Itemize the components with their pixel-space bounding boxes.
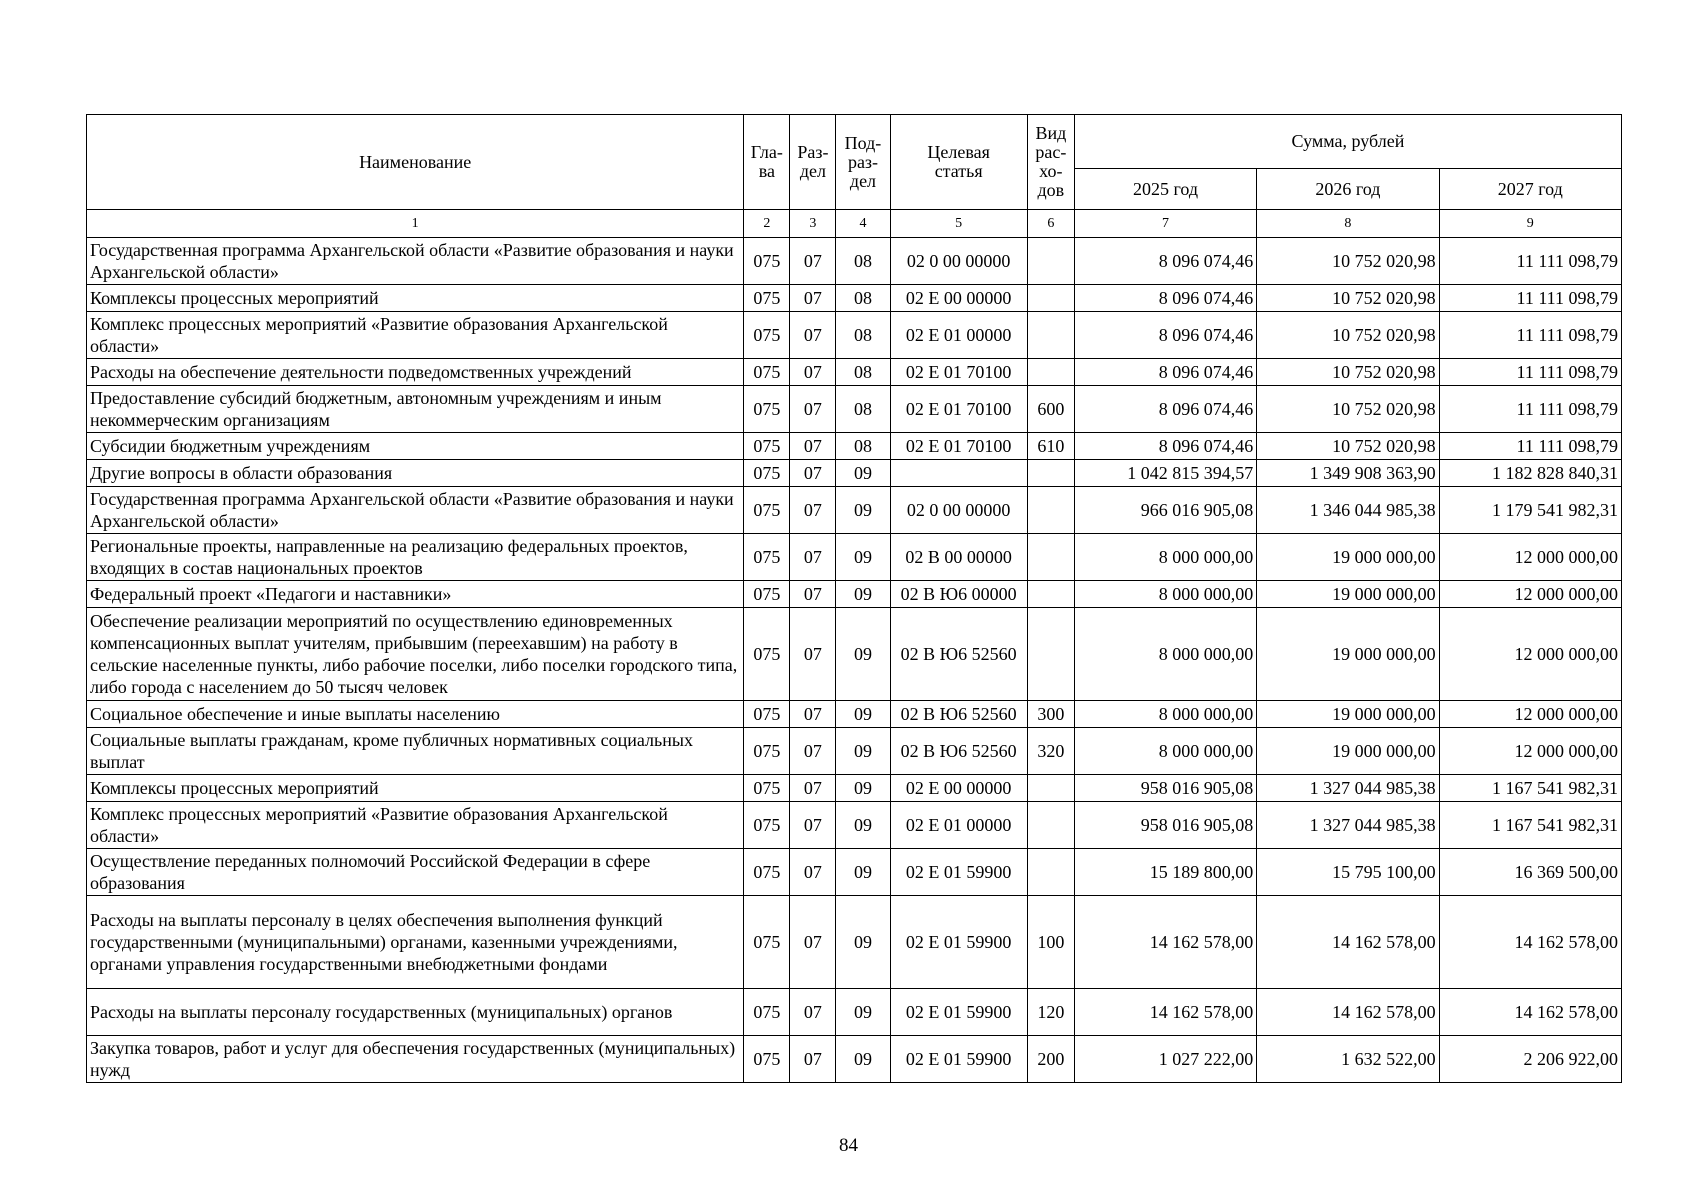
row-tselevaya-statya: 02 Е 01 59900 (890, 849, 1027, 896)
table-row (87, 433, 1622, 460)
table-row (87, 460, 1622, 487)
row-podrazdel: 08 (836, 359, 890, 386)
header-glava: Гла- ва (744, 115, 790, 210)
row-podrazdel: 09 (836, 534, 890, 581)
column-number: 7 (1074, 210, 1256, 238)
row-amount-2026: 1 632 522,00 (1257, 1036, 1439, 1083)
row-amount-2027: 12 000 000,00 (1439, 534, 1621, 581)
row-razdel: 07 (790, 896, 836, 989)
row-tselevaya-statya: 02 В Ю6 52560 (890, 728, 1027, 775)
row-razdel: 07 (790, 285, 836, 312)
row-amount-2027: 12 000 000,00 (1439, 581, 1621, 608)
row-glava: 075 (744, 849, 790, 896)
row-amount-2027: 11 111 098,79 (1439, 285, 1621, 312)
row-vid-raskhodov: 600 (1027, 386, 1074, 433)
row-amount-2026: 19 000 000,00 (1257, 728, 1439, 775)
page-number: 84 (839, 1135, 858, 1156)
row-razdel: 07 (790, 433, 836, 460)
row-glava: 075 (744, 312, 790, 359)
table-row (87, 802, 1622, 849)
row-razdel: 07 (790, 386, 836, 433)
row-amount-2026: 19 000 000,00 (1257, 534, 1439, 581)
row-vid-raskhodov (1027, 359, 1074, 386)
row-amount-2025: 8 000 000,00 (1074, 534, 1256, 581)
header-summa: Сумма, рублей (1074, 115, 1621, 169)
row-vid-raskhodov: 610 (1027, 433, 1074, 460)
row-name: Социальные выплаты гражданам, кроме публичных нормативных социальных выплат (87, 728, 744, 775)
row-podrazdel: 09 (836, 581, 890, 608)
table-row (87, 989, 1622, 1036)
row-vid-raskhodov: 300 (1027, 701, 1074, 728)
row-amount-2027: 14 162 578,00 (1439, 896, 1621, 989)
row-podrazdel: 09 (836, 775, 890, 802)
row-glava: 075 (744, 359, 790, 386)
row-amount-2025: 8 000 000,00 (1074, 581, 1256, 608)
row-amount-2026: 1 346 044 985,38 (1257, 487, 1439, 534)
row-tselevaya-statya: 02 В Ю6 00000 (890, 581, 1027, 608)
row-razdel: 07 (790, 802, 836, 849)
row-amount-2027: 1 182 828 840,31 (1439, 460, 1621, 487)
row-amount-2026: 10 752 020,98 (1257, 386, 1439, 433)
row-glava: 075 (744, 460, 790, 487)
row-podrazdel: 09 (836, 849, 890, 896)
row-amount-2027: 1 179 541 982,31 (1439, 487, 1621, 534)
row-vid-raskhodov (1027, 608, 1074, 701)
row-vid-raskhodov: 200 (1027, 1036, 1074, 1083)
row-glava: 075 (744, 487, 790, 534)
row-vid-raskhodov: 100 (1027, 896, 1074, 989)
row-razdel: 07 (790, 849, 836, 896)
row-amount-2025: 958 016 905,08 (1074, 775, 1256, 802)
row-tselevaya-statya: 02 0 00 00000 (890, 487, 1027, 534)
row-amount-2027: 11 111 098,79 (1439, 312, 1621, 359)
row-podrazdel: 09 (836, 1036, 890, 1083)
row-razdel: 07 (790, 487, 836, 534)
row-name: Другие вопросы в области образования (87, 460, 744, 487)
row-razdel: 07 (790, 238, 836, 285)
row-amount-2026: 19 000 000,00 (1257, 581, 1439, 608)
row-tselevaya-statya: 02 В 00 00000 (890, 534, 1027, 581)
column-number: 5 (890, 210, 1027, 238)
row-tselevaya-statya: 02 Е 00 00000 (890, 285, 1027, 312)
row-amount-2025: 8 096 074,46 (1074, 433, 1256, 460)
row-glava: 075 (744, 802, 790, 849)
row-tselevaya-statya: 02 Е 01 70100 (890, 359, 1027, 386)
header-year-2027: 2027 год (1439, 169, 1621, 210)
column-number: 4 (836, 210, 890, 238)
table-row (87, 487, 1622, 534)
row-name: Закупка товаров, работ и услуг для обеспечения государственных (муниципальных) нужд (87, 1036, 744, 1083)
budget-table (86, 114, 1622, 1083)
column-number: 2 (744, 210, 790, 238)
table-row (87, 849, 1622, 896)
row-vid-raskhodov (1027, 312, 1074, 359)
table-row (87, 1036, 1622, 1083)
row-glava: 075 (744, 896, 790, 989)
row-name: Комплексы процессных мероприятий (87, 285, 744, 312)
row-vid-raskhodov (1027, 802, 1074, 849)
row-name: Предоставление субсидий бюджетным, автономным учреждениям и иным некоммерческим организациям (87, 386, 744, 433)
row-name: Комплексы процессных мероприятий (87, 775, 744, 802)
row-amount-2025: 14 162 578,00 (1074, 989, 1256, 1036)
table-row (87, 896, 1622, 989)
row-name: Комплекс процессных мероприятий «Развитие образования Архангельской области» (87, 802, 744, 849)
row-amount-2027: 16 369 500,00 (1439, 849, 1621, 896)
row-amount-2025: 8 000 000,00 (1074, 701, 1256, 728)
row-vid-raskhodov (1027, 849, 1074, 896)
table-row (87, 701, 1622, 728)
row-podrazdel: 09 (836, 460, 890, 487)
row-tselevaya-statya: 02 В Ю6 52560 (890, 701, 1027, 728)
row-amount-2027: 12 000 000,00 (1439, 728, 1621, 775)
header-year-2026: 2026 год (1257, 169, 1439, 210)
row-amount-2025: 8 000 000,00 (1074, 608, 1256, 701)
table-row (87, 581, 1622, 608)
row-podrazdel: 09 (836, 701, 890, 728)
table-row (87, 238, 1622, 285)
row-amount-2026: 1 327 044 985,38 (1257, 802, 1439, 849)
table-row (87, 386, 1622, 433)
row-amount-2026: 10 752 020,98 (1257, 312, 1439, 359)
row-amount-2027: 2 206 922,00 (1439, 1036, 1621, 1083)
row-vid-raskhodov (1027, 285, 1074, 312)
table-row (87, 608, 1622, 701)
row-amount-2027: 11 111 098,79 (1439, 433, 1621, 460)
row-name: Обеспечение реализации мероприятий по осуществлению единовременных компенсационных выплат учителям, прибывшим (переехавшим) на работу в сельские населенные пункты, либо рабочие поселки, либо поселки городского типа, либо города с населением до 50 тысяч человек (87, 608, 744, 701)
row-amount-2025: 1 042 815 394,57 (1074, 460, 1256, 487)
row-name: Комплекс процессных мероприятий «Развитие образования Архангельской области» (87, 312, 744, 359)
row-vid-raskhodov: 120 (1027, 989, 1074, 1036)
row-tselevaya-statya: 02 Е 00 00000 (890, 775, 1027, 802)
table-row (87, 285, 1622, 312)
row-razdel: 07 (790, 460, 836, 487)
row-amount-2025: 8 096 074,46 (1074, 359, 1256, 386)
row-vid-raskhodov (1027, 534, 1074, 581)
row-amount-2026: 10 752 020,98 (1257, 285, 1439, 312)
row-amount-2025: 1 027 222,00 (1074, 1036, 1256, 1083)
row-amount-2027: 11 111 098,79 (1439, 386, 1621, 433)
row-name: Государственная программа Архангельской области «Развитие образования и науки Архангельской области» (87, 238, 744, 285)
row-podrazdel: 09 (836, 989, 890, 1036)
row-amount-2026: 1 327 044 985,38 (1257, 775, 1439, 802)
row-amount-2027: 1 167 541 982,31 (1439, 802, 1621, 849)
row-podrazdel: 09 (836, 896, 890, 989)
row-amount-2027: 14 162 578,00 (1439, 989, 1621, 1036)
row-amount-2025: 14 162 578,00 (1074, 896, 1256, 989)
row-amount-2025: 15 189 800,00 (1074, 849, 1256, 896)
row-razdel: 07 (790, 359, 836, 386)
row-amount-2026: 19 000 000,00 (1257, 608, 1439, 701)
row-tselevaya-statya: 02 Е 01 00000 (890, 312, 1027, 359)
row-podrazdel: 08 (836, 285, 890, 312)
row-razdel: 07 (790, 608, 836, 701)
row-glava: 075 (744, 534, 790, 581)
row-amount-2025: 966 016 905,08 (1074, 487, 1256, 534)
row-tselevaya-statya: 02 В Ю6 52560 (890, 608, 1027, 701)
row-podrazdel: 08 (836, 238, 890, 285)
row-name: Расходы на выплаты персоналу государственных (муниципальных) органов (87, 989, 744, 1036)
row-amount-2025: 8 096 074,46 (1074, 285, 1256, 312)
row-podrazdel: 09 (836, 487, 890, 534)
column-number: 8 (1257, 210, 1439, 238)
row-tselevaya-statya: 02 Е 01 59900 (890, 1036, 1027, 1083)
row-tselevaya-statya: 02 0 00 00000 (890, 238, 1027, 285)
column-number: 1 (87, 210, 744, 238)
header-podrazdel: Под- раз- дел (836, 115, 890, 210)
row-razdel: 07 (790, 534, 836, 581)
row-tselevaya-statya (890, 460, 1027, 487)
row-vid-raskhodov (1027, 775, 1074, 802)
column-number: 3 (790, 210, 836, 238)
row-amount-2025: 8 096 074,46 (1074, 312, 1256, 359)
row-podrazdel: 09 (836, 608, 890, 701)
row-amount-2025: 8 096 074,46 (1074, 386, 1256, 433)
row-amount-2025: 958 016 905,08 (1074, 802, 1256, 849)
header-razdel: Раз- дел (790, 115, 836, 210)
row-glava: 075 (744, 775, 790, 802)
row-amount-2027: 12 000 000,00 (1439, 701, 1621, 728)
row-name: Субсидии бюджетным учреждениям (87, 433, 744, 460)
row-amount-2026: 10 752 020,98 (1257, 238, 1439, 285)
row-name: Региональные проекты, направленные на реализацию федеральных проектов, входящих в состав национальных проектов (87, 534, 744, 581)
row-razdel: 07 (790, 701, 836, 728)
row-glava: 075 (744, 1036, 790, 1083)
row-amount-2025: 8 096 074,46 (1074, 238, 1256, 285)
row-glava: 075 (744, 386, 790, 433)
row-podrazdel: 08 (836, 312, 890, 359)
column-number: 9 (1439, 210, 1621, 238)
table-row (87, 359, 1622, 386)
row-amount-2027: 12 000 000,00 (1439, 608, 1621, 701)
row-vid-raskhodov: 320 (1027, 728, 1074, 775)
row-razdel: 07 (790, 728, 836, 775)
row-amount-2027: 11 111 098,79 (1439, 238, 1621, 285)
row-razdel: 07 (790, 581, 836, 608)
row-vid-raskhodov (1027, 581, 1074, 608)
row-name: Государственная программа Архангельской области «Развитие образования и науки Архангельской области» (87, 487, 744, 534)
row-name: Социальное обеспечение и иные выплаты населению (87, 701, 744, 728)
row-vid-raskhodov (1027, 460, 1074, 487)
header-year-2025: 2025 год (1074, 169, 1256, 210)
row-razdel: 07 (790, 1036, 836, 1083)
row-amount-2026: 10 752 020,98 (1257, 359, 1439, 386)
row-podrazdel: 09 (836, 802, 890, 849)
row-razdel: 07 (790, 312, 836, 359)
row-podrazdel: 08 (836, 386, 890, 433)
row-glava: 075 (744, 608, 790, 701)
row-amount-2026: 15 795 100,00 (1257, 849, 1439, 896)
row-amount-2027: 1 167 541 982,31 (1439, 775, 1621, 802)
row-glava: 075 (744, 581, 790, 608)
row-glava: 075 (744, 238, 790, 285)
row-glava: 075 (744, 433, 790, 460)
header-vid-raskhodov: Вид рас- хо- дов (1027, 115, 1074, 210)
header-name: Наименование (87, 115, 744, 210)
table-row (87, 775, 1622, 802)
row-tselevaya-statya: 02 Е 01 59900 (890, 896, 1027, 989)
column-number: 6 (1027, 210, 1074, 238)
table-row (87, 534, 1622, 581)
row-name: Расходы на обеспечение деятельности подведомственных учреждений (87, 359, 744, 386)
table-row (87, 728, 1622, 775)
row-podrazdel: 08 (836, 433, 890, 460)
row-name: Осуществление переданных полномочий Российской Федерации в сфере образования (87, 849, 744, 896)
row-amount-2025: 8 000 000,00 (1074, 728, 1256, 775)
row-amount-2026: 1 349 908 363,90 (1257, 460, 1439, 487)
row-amount-2026: 14 162 578,00 (1257, 989, 1439, 1036)
row-tselevaya-statya: 02 Е 01 00000 (890, 802, 1027, 849)
row-razdel: 07 (790, 775, 836, 802)
row-podrazdel: 09 (836, 728, 890, 775)
row-vid-raskhodov (1027, 238, 1074, 285)
row-glava: 075 (744, 701, 790, 728)
row-vid-raskhodov (1027, 487, 1074, 534)
row-amount-2026: 10 752 020,98 (1257, 433, 1439, 460)
row-amount-2026: 14 162 578,00 (1257, 896, 1439, 989)
row-glava: 075 (744, 285, 790, 312)
row-glava: 075 (744, 989, 790, 1036)
row-amount-2026: 19 000 000,00 (1257, 701, 1439, 728)
header-tselevaya-statya: Целевая статья (890, 115, 1027, 210)
row-tselevaya-statya: 02 Е 01 70100 (890, 433, 1027, 460)
row-amount-2027: 11 111 098,79 (1439, 359, 1621, 386)
row-glava: 075 (744, 728, 790, 775)
row-tselevaya-statya: 02 Е 01 59900 (890, 989, 1027, 1036)
table-row (87, 312, 1622, 359)
row-name: Федеральный проект «Педагоги и наставники» (87, 581, 744, 608)
row-razdel: 07 (790, 989, 836, 1036)
row-tselevaya-statya: 02 Е 01 70100 (890, 386, 1027, 433)
row-name: Расходы на выплаты персоналу в целях обеспечения выполнения функций государственными (муниципальными) органами, казенными учреждениями, органами управления государственными внебюджетными фондами (87, 896, 744, 989)
